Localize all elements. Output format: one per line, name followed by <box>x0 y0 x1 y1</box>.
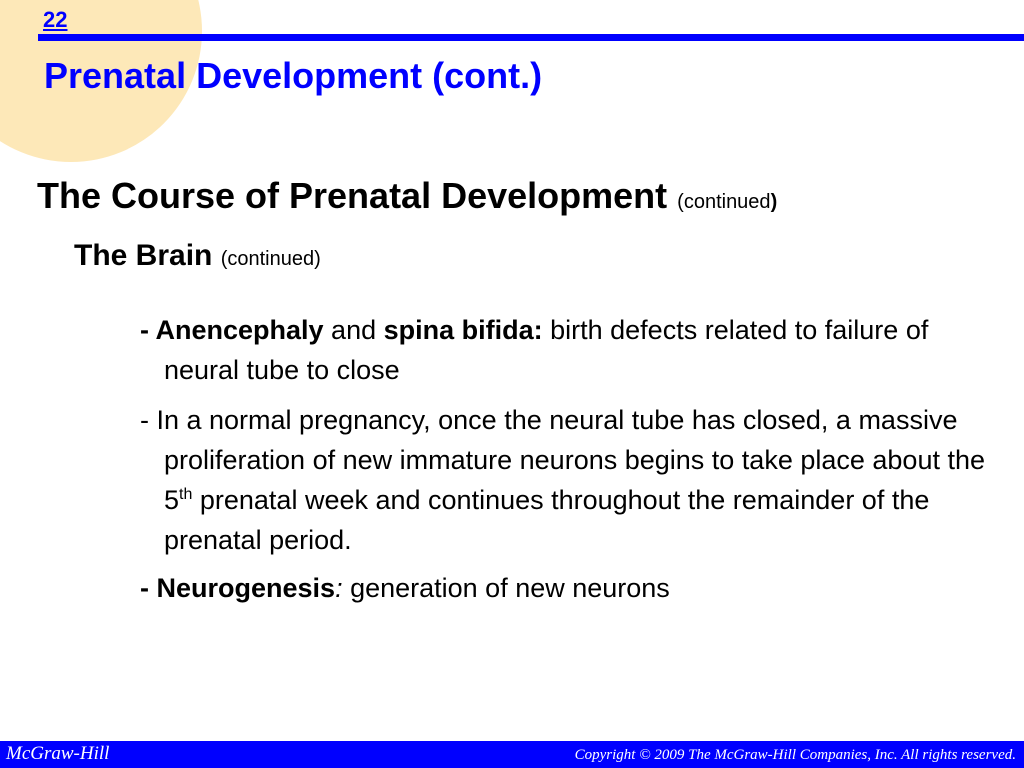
bullet-normal-pregnancy-superscript: th <box>179 486 193 503</box>
slide-title: Prenatal Development (cont.) <box>44 55 543 96</box>
section-heading <box>37 174 777 217</box>
bullet-anencephaly-term: - Anencephaly <box>140 315 324 345</box>
bullet-neurogenesis-text: generation of new neurons <box>342 573 670 603</box>
bullet-neurogenesis-colon: : <box>335 573 343 603</box>
header-rule <box>38 34 1024 41</box>
bullet-neurogenesis-term: - Neurogenesis <box>140 573 336 603</box>
footer-bar <box>0 741 1024 768</box>
bullet-anencephaly-text: birth defects related to failure of neural tube to close <box>164 315 929 385</box>
footer-publisher: McGraw-Hill <box>6 743 110 764</box>
bullet-normal-pregnancy <box>140 400 1010 560</box>
subsection-heading-note: (continued) <box>220 248 321 270</box>
section-heading-note-text: (continued <box>677 191 771 213</box>
bullet-anencephaly <box>140 310 1010 390</box>
section-heading-note-close: ) <box>770 191 778 213</box>
subsection-heading-text: The Brain <box>74 239 213 272</box>
bullet-normal-pregnancy-text: - In a normal pregnancy, once the neural tube has closed, a massive proliferation of new immature neurons begins to take place about the 5 <box>140 405 985 515</box>
footer-copyright: Copyright © 2009 The McGraw-Hill Companies, Inc. All rights reserved. <box>574 747 1016 763</box>
bullet-anencephaly-connector: and <box>323 315 384 345</box>
bullet-neurogenesis <box>140 568 1010 608</box>
subsection-heading <box>74 238 321 274</box>
bullet-spina-bifida-term: spina bifida: <box>383 315 543 345</box>
bullet-list <box>140 310 1010 618</box>
slide-number: 22 <box>43 7 68 32</box>
section-heading-note <box>677 191 777 213</box>
bullet-normal-pregnancy-text-end: prenatal week and continues throughout the remainder of the prenatal period. <box>164 485 930 555</box>
section-heading-text: The Course of Prenatal Development <box>37 175 668 216</box>
